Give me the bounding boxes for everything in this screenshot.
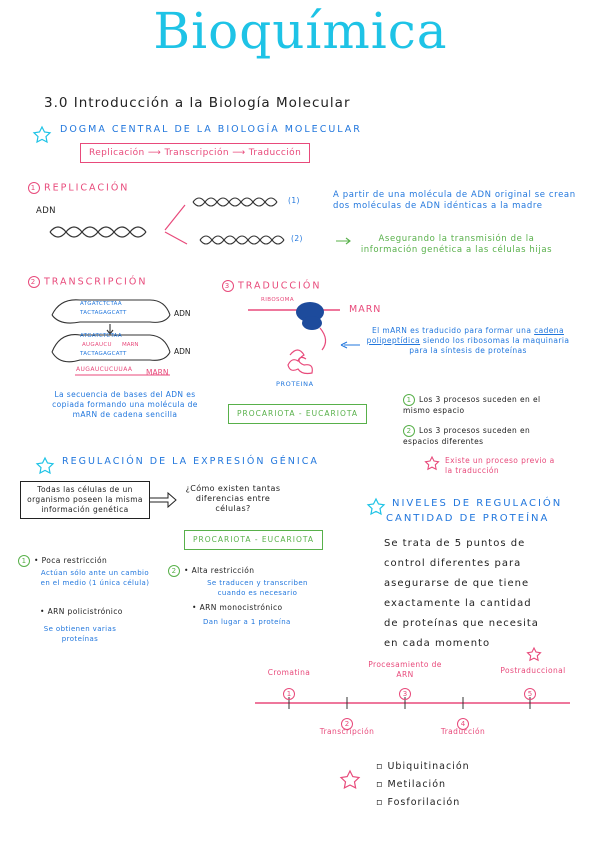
star-icon [341,771,359,788]
process-point-1-text: Los 3 procesos suceden en el mismo espacio [403,395,541,415]
timeline-label: Procesamiento de ARN [368,660,442,679]
step-number: 2 [168,565,180,577]
dna-helix-icon [50,227,146,237]
niveles-desc-line: de proteínas que necesita [384,618,539,629]
dogma-heading: DOGMA CENTRAL DE LA BIOLOGÍA MOLECULAR [60,124,362,135]
replicacion-description: A partir de una molécula de ADN original se crean dos moléculas de ADN idénticas a la madre [333,190,576,211]
niveles-heading-2: CANTIDAD DE PROTEÍNA [386,513,550,524]
list-item: ▫ Ubiquitinación [376,761,470,772]
mid-point-1: 2 • Alta restricción [168,565,254,577]
marn-small-label: MARN [122,342,139,348]
section-title: 3.0 Introducción a la Biología Molecular [44,95,351,111]
timeline-label: Traducción [440,727,486,736]
dna-seq-3: ATGATCTCTAA [80,333,122,339]
step-number: 5 [524,688,536,700]
regulacion-question: ¿Cómo existen tantas diferencias entre células? [185,484,281,513]
process-point-2 [403,425,563,447]
list-item-text: Metilación [387,779,447,790]
step-number: 2 [403,425,415,437]
niveles-desc-line: exactamente la cantidad [384,598,532,609]
traduccion-desc-c: siendo los ribosomas la maquinaria para la síntesis de proteínas [409,336,570,355]
dna-seq-1: ATGATCTCTAA [80,301,122,307]
step-number: 1 [403,394,415,406]
niveles-description [384,534,539,654]
star-icon [37,458,53,473]
regulacion-type: PROCARIOTA - EUCARIOTA [184,530,323,550]
dna-copy-1-icon [193,198,277,206]
step-number: 1 [283,688,295,700]
adn-label-2: ADN [174,347,191,356]
step-number: 4 [457,718,469,730]
traduccion-label: TRADUCCIÓN [238,280,322,292]
timeline-number [524,683,536,702]
ribosoma-label: RIBOSOMA [261,297,294,303]
mid-point-2: • ARN monocistrónico [192,603,283,612]
niveles-desc-line: Se trata de 5 puntos de [384,538,526,549]
adn-label-1: ADN [174,309,191,318]
left-point-2: • ARN policistrónico [40,607,123,616]
step-number: 2 [28,276,40,288]
mid-point-2-desc: Dan lugar a 1 proteína [203,618,291,626]
step-number: 1 [28,182,40,194]
traduccion-desc-b: cadena polipeptídica [366,326,564,345]
regulacion-box: Todas las células de un organismo poseen la misma información genética [20,481,150,519]
traduccion-marn-label: MARN [349,304,382,315]
list-item: ▫ Fosforilación [376,797,461,808]
replicacion-heading [28,182,129,194]
timeline-number [399,683,411,702]
timeline-label: Postraduccional [500,666,566,675]
step-number: 3 [222,280,234,292]
step-number: 2 [341,718,353,730]
left-point-2-text: ARN policistrónico [47,607,123,616]
page-title: Bioquímica [153,2,448,60]
list-item-text: Fosforilación [387,797,461,808]
list-item: ▫ Metilación [376,779,447,790]
niveles-desc-line: asegurarse de que tiene [384,578,530,589]
replicacion-label: REPLICACIÓN [44,182,130,194]
proteina-label: PROTEINA [276,380,314,388]
marn-seq: AUGAUCU [82,342,112,348]
dna-seq-2: TACTAGAGCATT [80,310,127,316]
modification-list [376,758,470,812]
ribosome-icon [296,302,324,330]
traduccion-description [358,326,578,356]
transcripcion-label: TRANSCRIPCIÓN [44,276,148,288]
mid-point-1-text: Alta restricción [191,566,255,575]
star-icon [425,457,438,469]
regulation-timeline [255,697,570,709]
left-point-2-desc: Se obtienen varias proteínas [43,625,117,643]
timeline-number [283,683,295,702]
timeline-label: Transcripción [319,727,375,736]
copy-1-label: (1) [288,196,300,205]
left-point-1: 1 • Poca restricción [18,555,107,567]
process-point-1 [403,394,563,416]
traduccion-desc-a: El mARN es traducido para formar una [372,326,535,335]
star-icon [34,127,50,142]
left-point-1-text: Poca restricción [41,556,108,565]
timeline-label: Cromatina [267,668,311,677]
traduccion-heading [222,280,321,292]
dna-seq-4: TACTAGAGCATT [80,351,127,357]
transcripcion-type: PROCARIOTA - EUCARIOTA [228,404,367,424]
transcripcion-description: La secuencia de bases del ADN es copiada formando una molécula de mARN de cadena sencilla [52,390,198,419]
protein-icon [288,350,312,374]
marn-bottom-label: MARN [146,368,169,377]
process-point-2-text: Los 3 procesos suceden en espacios diferentes [403,426,531,446]
mid-point-1-desc: Se traducen y transcriben cuando es necesario [207,579,308,597]
star-icon [368,499,384,514]
copy-2-label: (2) [291,234,303,243]
transcripcion-heading [28,276,147,288]
list-item-text: Ubiquitinación [387,761,470,772]
replicacion-note: Asegurando la transmisión de la información genética a las células hijas [360,234,553,255]
left-point-1-desc: Actúan sólo ante un cambio en el medio (1 única célula) [40,569,150,587]
adn-label: ADN [36,206,56,216]
mid-point-2-text: ARN monocistrónico [199,603,283,612]
dogma-flow: Replicación ⟶ Transcripción ⟶ Traducción [80,143,310,163]
regulacion-heading: REGULACIÓN DE LA EXPRESIÓN GÉNICA [62,456,319,467]
niveles-heading-1: NIVELES DE REGULACIÓN [392,498,563,509]
step-number: 3 [399,688,411,700]
niveles-desc-line: en cada momento [384,638,491,649]
niveles-desc-line: control diferentes para [384,558,522,569]
process-note: Existe un proceso previo a la traducción [445,456,555,475]
dna-copy-2-icon [200,236,284,244]
step-number: 1 [18,555,30,567]
marn-bottom-seq: AUGAUCUCUUAA [76,366,133,373]
